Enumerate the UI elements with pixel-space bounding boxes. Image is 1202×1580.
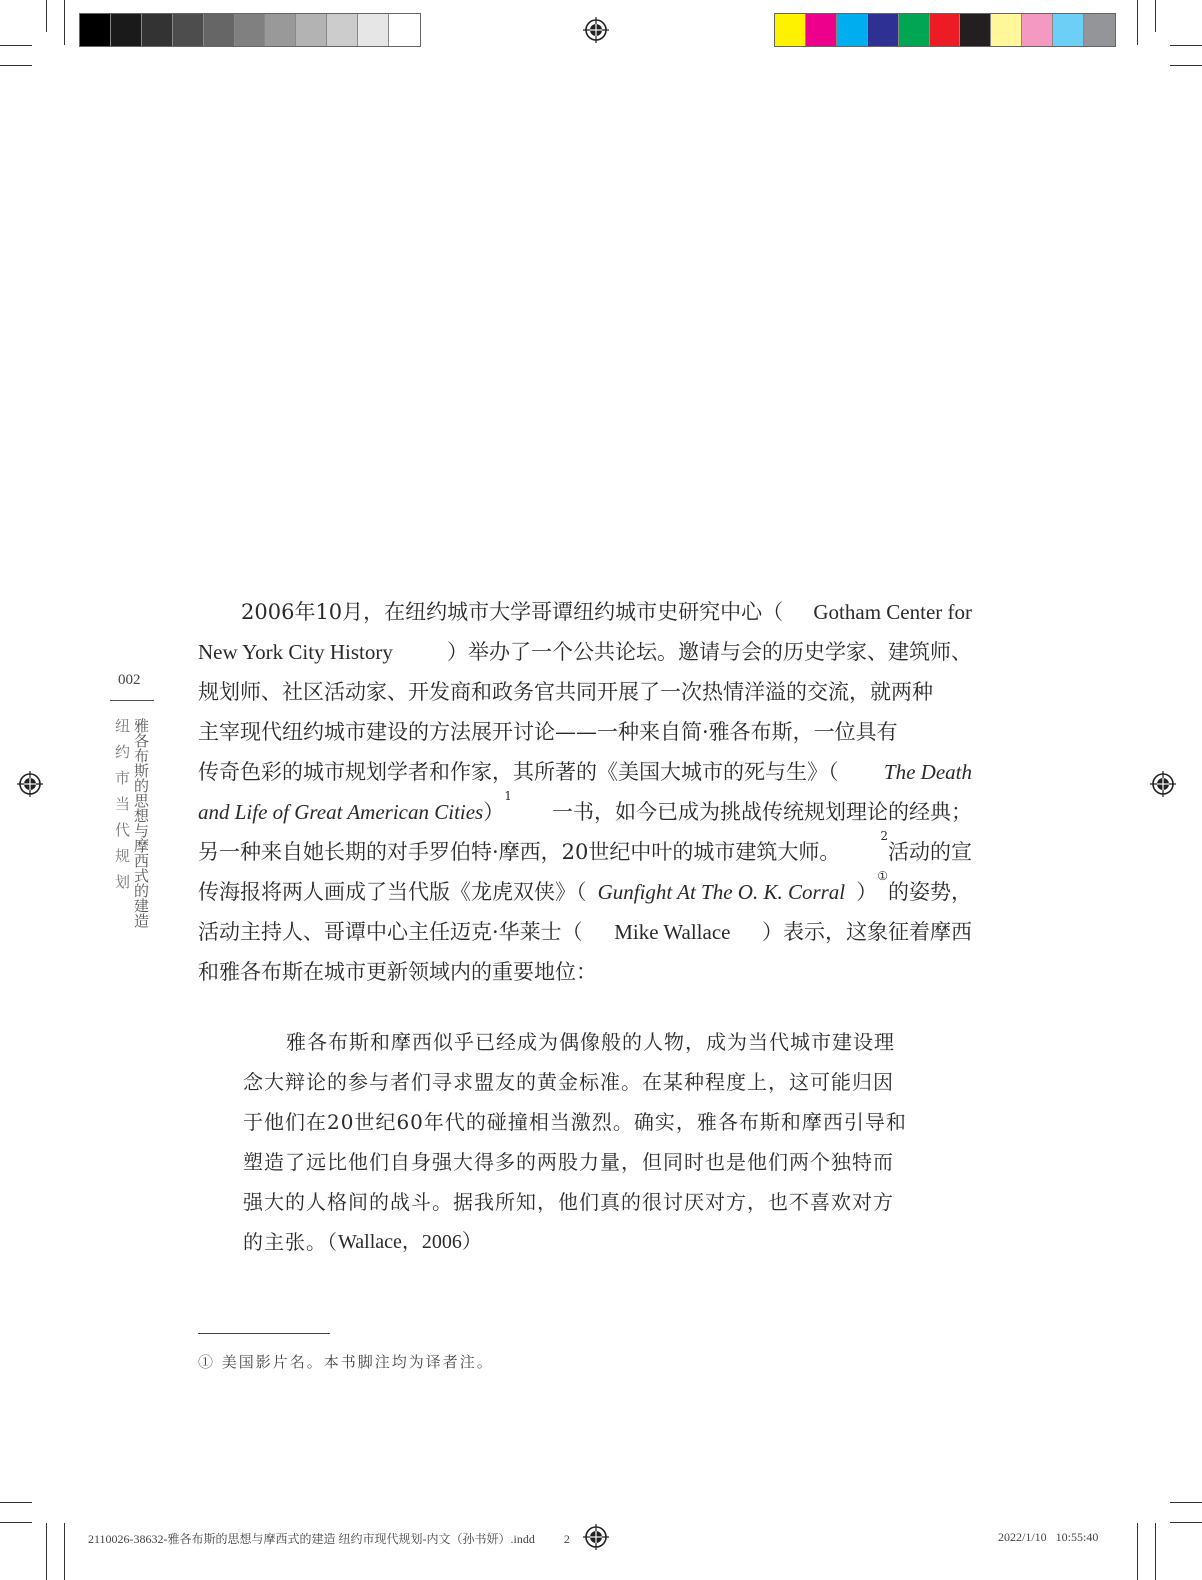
page-number-rule (110, 700, 154, 701)
color-swatch (173, 14, 204, 46)
crop-mark-icon (0, 1502, 32, 1503)
color-swatch (806, 14, 837, 46)
text-span: ） (483, 800, 505, 824)
quote-line (243, 1102, 927, 1142)
text-span: 的姿势， (887, 880, 972, 904)
text-span: 另一种来自她长期的对手罗伯特·摩西，20世纪中叶的城市建筑大师。 (198, 840, 841, 864)
text-span: ） (856, 880, 878, 904)
crop-mark-icon (1155, 0, 1156, 32)
text-line (198, 829, 972, 872)
slug-file-info (88, 1530, 570, 1547)
book-title-en: and Life of Great American Cities (198, 800, 484, 824)
text-span: 念大辩论的参与者们寻求盟友的黄金标准。在某种程度上，这可能归因 (243, 1070, 894, 1094)
quote-line (243, 1142, 927, 1182)
running-title-book: 雅各布斯的思想与摩西式的建造 (132, 718, 150, 928)
text-span: 于他们在20世纪60年代的碰撞相当激烈。确实，雅各布斯和摩西引导和 (243, 1110, 907, 1134)
color-swatch (991, 14, 1022, 46)
crop-mark-icon (1170, 1502, 1202, 1503)
crop-mark-icon (64, 0, 65, 45)
text-line (198, 672, 972, 712)
text-line (198, 712, 972, 752)
quote-line (243, 1222, 927, 1262)
registration-mark-icon (583, 1524, 609, 1550)
crop-mark-icon (1170, 1522, 1202, 1523)
crop-mark-icon (0, 65, 32, 66)
text-span: 雅各布斯和摩西似乎已经成为偶像般的人物，成为当代城市建设理 (286, 1030, 895, 1054)
crop-mark-icon (46, 0, 47, 32)
crop-mark-icon (0, 45, 32, 46)
text-span: 规划师、社区活动家、开发商和政务官共同开展了一次热情洋溢的交流，就两种 (198, 680, 933, 704)
color-swatch (1053, 14, 1084, 46)
slug-time: 10:55:40 (1055, 1530, 1099, 1544)
text-span: 和雅各布斯在城市更新领域内的重要地位： (198, 960, 597, 984)
text-span: 传海报将两人画成了当代版《龙虎双侠》（ (198, 880, 587, 904)
footnote-rule (198, 1333, 330, 1334)
color-swatch (775, 14, 806, 46)
crop-mark-icon (1170, 45, 1202, 46)
text-line (198, 592, 972, 632)
endnote-ref: 1 (504, 789, 512, 803)
crop-mark-icon (0, 1522, 32, 1523)
text-line (198, 632, 972, 672)
crop-mark-icon (46, 1523, 47, 1580)
text-span: ）表示，这象征着摩西 (761, 920, 972, 944)
text-span: 2006年10月，在纽约城市大学哥谭纽约城市史研究中心（ (241, 600, 784, 624)
color-swatch (142, 14, 173, 46)
quote-line (243, 1182, 927, 1222)
text-line (198, 789, 972, 832)
endnote-ref: 2 (880, 829, 888, 843)
page-number: 002 (118, 672, 141, 688)
crop-mark-icon (1170, 65, 1202, 66)
color-calibration-bar (774, 13, 1116, 47)
color-swatch (327, 14, 358, 46)
text-span: 活动的宣 (888, 840, 972, 864)
registration-mark-icon (17, 771, 43, 797)
footnote: ① 美国影片名。本书脚注均为译者注。 (198, 1353, 494, 1371)
quote-line (243, 1022, 927, 1062)
color-swatch (265, 14, 296, 46)
slug-filename: 2110026-38632-雅各布斯的思想与摩西式的建造 纽约市现代规划-内文（孙书妍）.indd (88, 1532, 535, 1546)
body-paragraph (198, 592, 972, 992)
crop-mark-icon (1137, 1523, 1138, 1580)
registration-mark-icon (583, 17, 609, 43)
citation: Wallace，2006） (338, 1231, 482, 1253)
slug-date: 2022/1/10 (998, 1530, 1047, 1544)
text-line (198, 869, 972, 912)
book-title-en: The Death (883, 760, 972, 784)
crop-mark-icon (64, 1523, 65, 1580)
text-span: New York City History (198, 640, 393, 664)
footnote-ref: ① (877, 869, 888, 883)
color-swatch (868, 14, 899, 46)
running-title-series: 纽约市当代规划 (113, 718, 131, 900)
color-swatch (837, 14, 868, 46)
text-span: 活动主持人、哥谭中心主任迈克·华莱士（ (198, 920, 583, 944)
text-line (198, 752, 972, 792)
crop-mark-icon (1155, 1523, 1156, 1580)
color-swatch (960, 14, 991, 46)
color-swatch (235, 14, 266, 46)
text-span: 一书，如今已成为挑战传统规划理论的经典； (552, 800, 972, 824)
text-span: 传奇色彩的城市规划学者和作家，其所著的《美国大城市的死与生》（ (198, 760, 839, 784)
text-span: 主宰现代纽约城市建设的方法展开讨论——一种来自简·雅各布斯，一位具有 (198, 720, 898, 744)
text-span: Mike Wallace (614, 920, 731, 944)
gray-calibration-bar (79, 13, 421, 47)
slug-page: 2 (563, 1532, 570, 1546)
crop-mark-icon (1137, 0, 1138, 45)
color-swatch (296, 14, 327, 46)
text-span: 强大的人格间的战斗。据我所知，他们真的很讨厌对方，也不喜欢对方 (243, 1190, 894, 1214)
film-title-en: Gunfight At The O. K. Corral (597, 880, 846, 904)
color-swatch (389, 14, 420, 46)
block-quote (243, 1022, 927, 1262)
color-swatch (111, 14, 142, 46)
text-span: ）举办了一个公共论坛。邀请与会的历史学家、建筑师、 (447, 640, 972, 664)
text-span: Gotham Center for (813, 600, 972, 624)
text-line (198, 912, 972, 952)
color-swatch (204, 14, 235, 46)
text-span: 的主张。（ (243, 1230, 338, 1254)
text-span: 塑造了远比他们自身强大得多的两股力量，但同时也是他们两个独特而 (243, 1150, 894, 1174)
quote-line (243, 1062, 927, 1102)
color-swatch (1084, 14, 1115, 46)
registration-mark-icon (1150, 771, 1176, 797)
color-swatch (899, 14, 930, 46)
slug-timestamp (998, 1530, 1098, 1545)
text-line (198, 952, 972, 992)
color-swatch (80, 14, 111, 46)
color-swatch (1022, 14, 1053, 46)
color-swatch (930, 14, 961, 46)
color-swatch (358, 14, 389, 46)
